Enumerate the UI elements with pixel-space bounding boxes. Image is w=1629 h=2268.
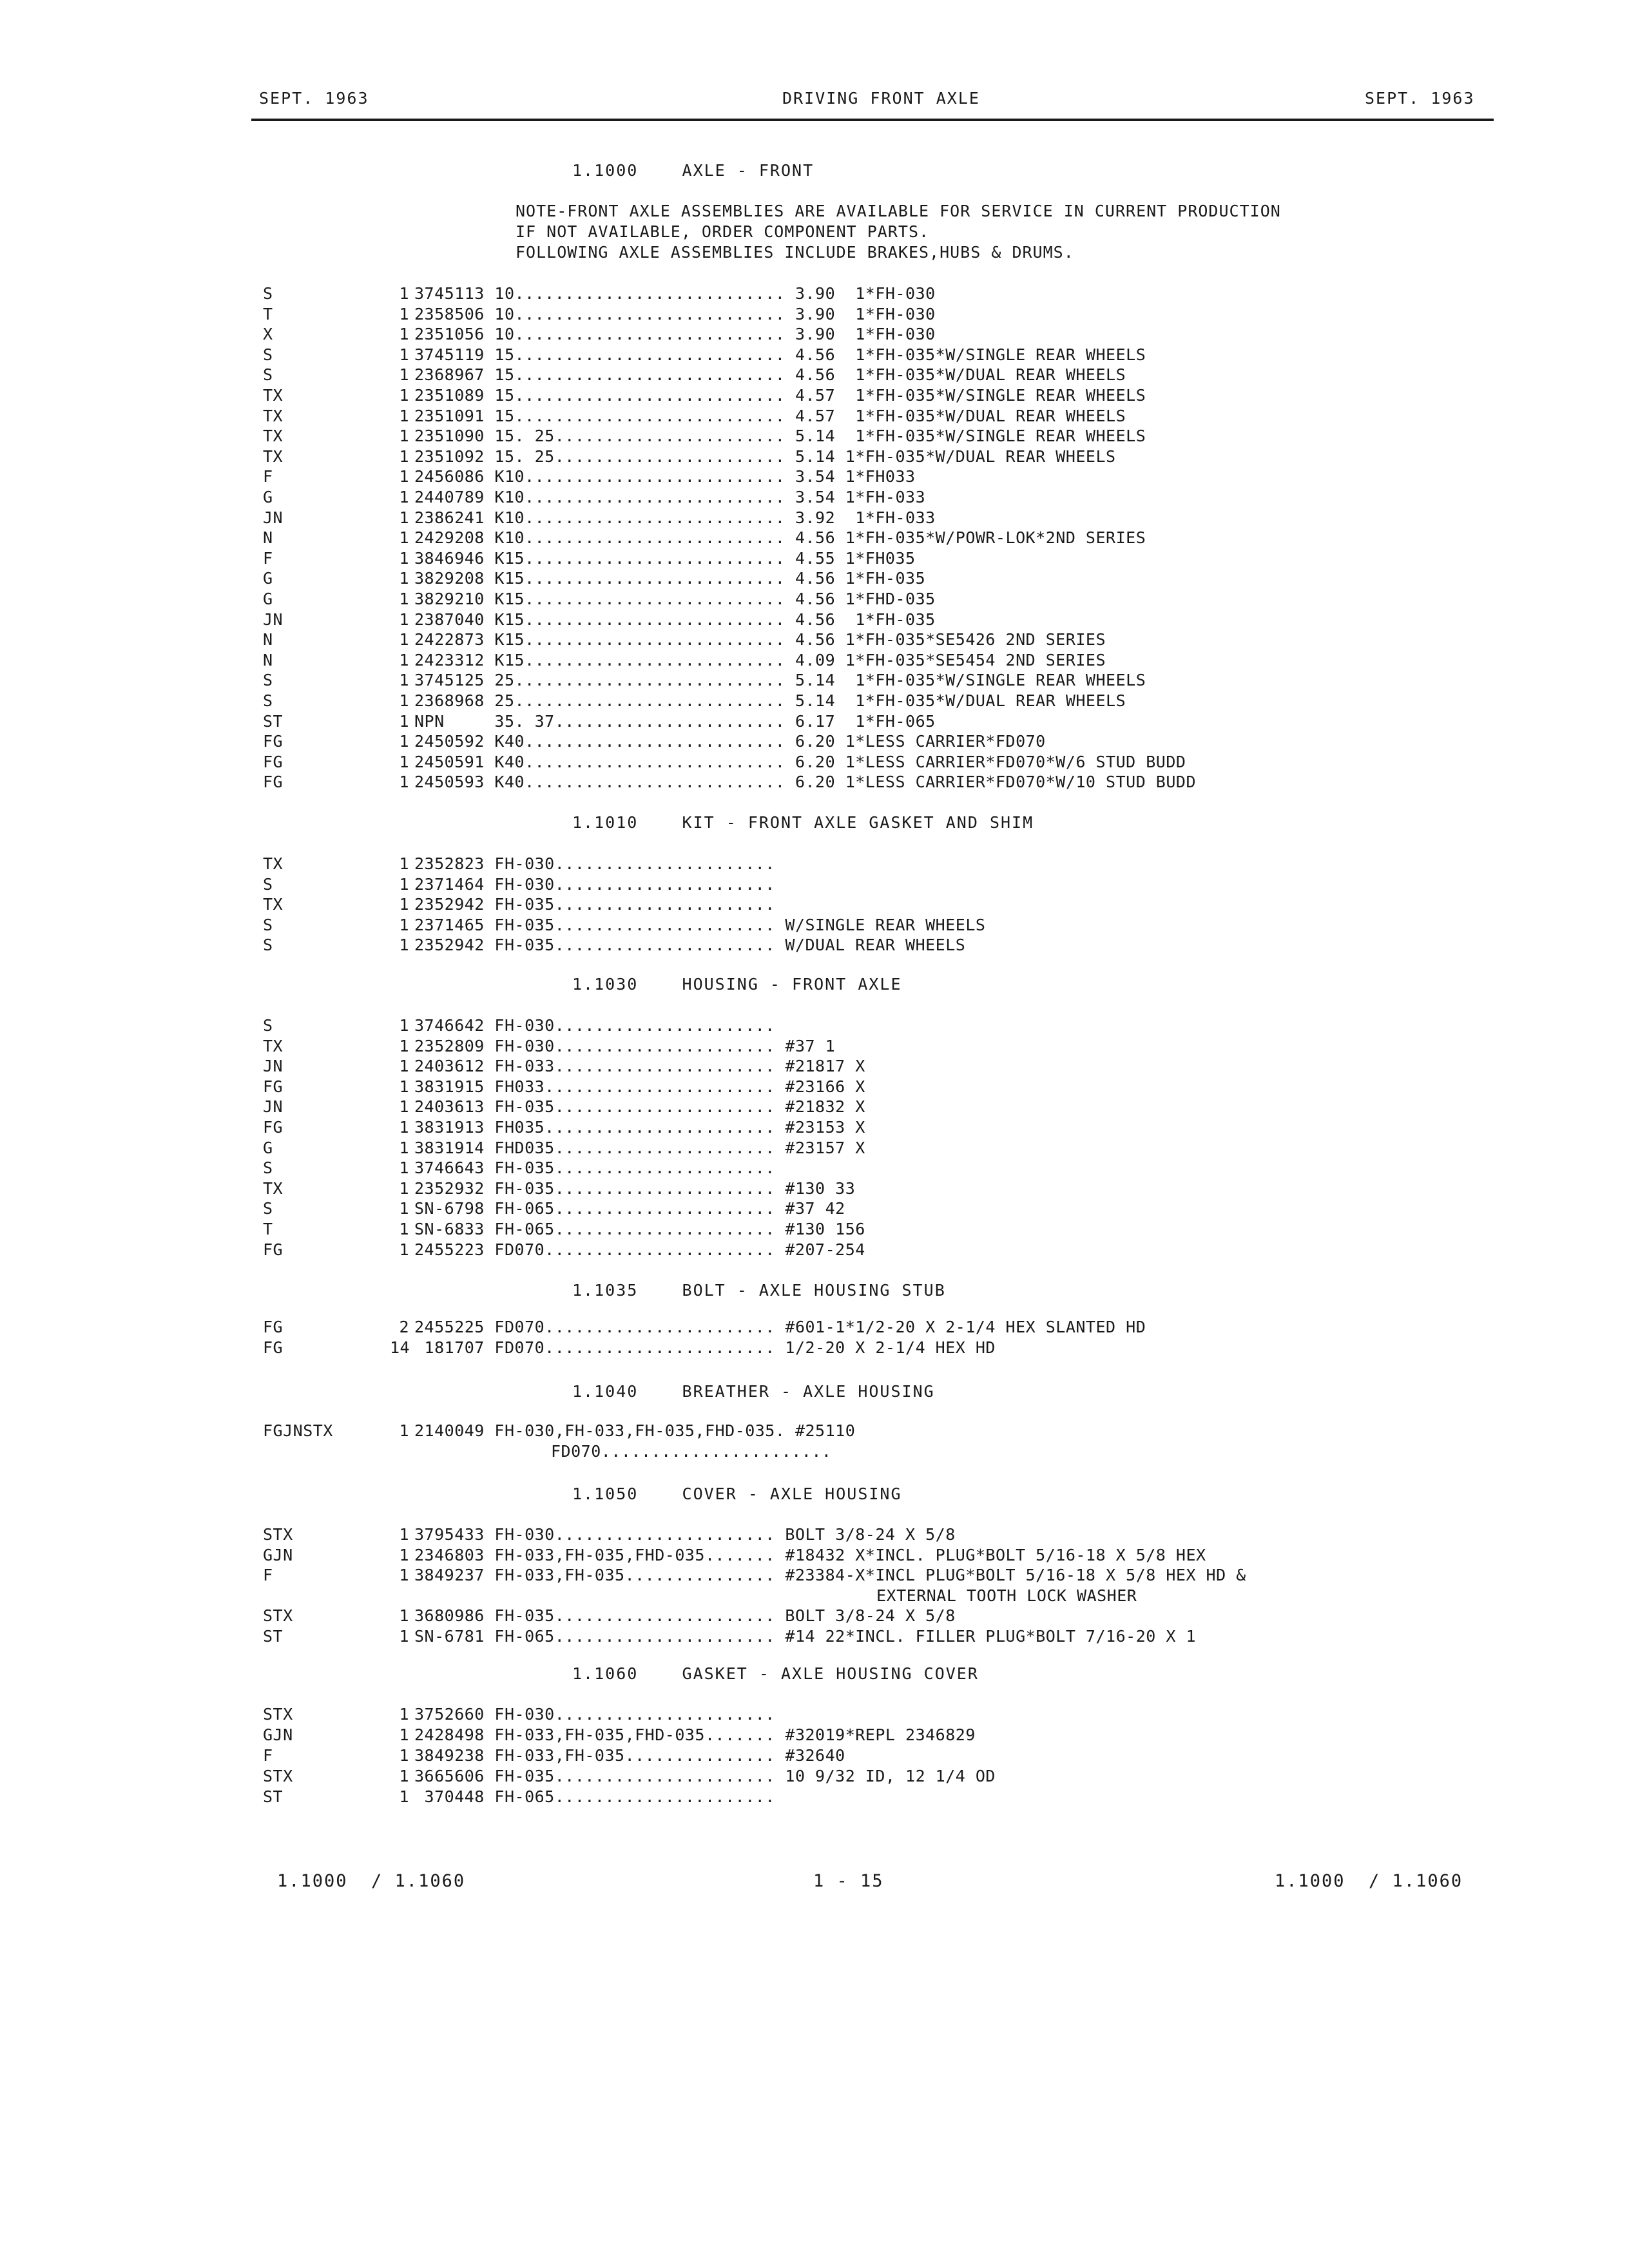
row-model-code: S (263, 915, 273, 934)
row-part-detail: 181707 FD070....................... 1/2-20 X 2-1/4 HEX HD (414, 1338, 996, 1357)
row-part-detail: 2352932 FH-035...................... #130 33 (414, 1178, 856, 1198)
row-quantity: 1 (399, 711, 409, 731)
row-part-detail: 2352942 FH-035...................... (414, 895, 775, 914)
row-part-detail: 2351056 10........................... 3.90 1*FH-030 (414, 325, 936, 344)
row-model-code: FG (263, 1318, 284, 1336)
row-model-code: FG (263, 1118, 284, 1137)
row-part-detail: 2351090 15. 25....................... 5.14 1*FH-035*W/SINGLE REAR WHEELS (414, 427, 1146, 446)
row-model-code: S (263, 671, 273, 690)
row-model-code: GJN (263, 1725, 293, 1744)
row-model-code: TX (263, 895, 284, 914)
row-part-detail: SN-6781 FH-065...................... #14 22*INCL. FILLER PLUG*BOLT 7/16-20 X 1 (414, 1627, 1196, 1646)
row-part-detail: 2371465 FH-035...................... W/SINGLE REAR WHEELS (414, 915, 986, 934)
row-model-code: JN (263, 1057, 284, 1076)
row-model-code: STX (263, 1705, 293, 1724)
row-model-code: GJN (263, 1545, 293, 1564)
row-part-detail: 2368967 15........................... 4.56 1*FH-035*W/DUAL REAR WHEELS (414, 365, 1126, 385)
footer-range-left: 1.1000 / 1.1060 (277, 1871, 466, 1891)
row-model-code: N (263, 528, 273, 548)
row-model-code: FG (263, 1077, 284, 1096)
row-model-code: S (263, 1158, 273, 1178)
row-part-detail: 2351089 15........................... 4.57 1*FH-035*W/SINGLE REAR WHEELS (414, 386, 1146, 405)
row-model-code: STX (263, 1525, 293, 1544)
row-model-code: N (263, 630, 273, 649)
row-part-detail: 3752660 FH-030...................... (414, 1705, 775, 1724)
row-quantity: 1 (399, 1725, 409, 1744)
row-model-code: S (263, 1199, 273, 1218)
section-title: 1.1030 HOUSING - FRONT AXLE (572, 975, 902, 994)
row-quantity: 1 (399, 345, 409, 364)
row-quantity: 1 (399, 427, 409, 446)
row-quantity: 1 (399, 1746, 409, 1765)
row-model-code: G (263, 1138, 273, 1157)
row-quantity: 1 (399, 732, 409, 751)
row-quantity: 1 (399, 1016, 409, 1035)
row-model-code: FG (263, 1240, 284, 1259)
row-part-detail: 2440789 K10.......................... 3.54 1*FH-033 (414, 488, 926, 506)
row-model-code: T (263, 304, 273, 323)
row-quantity: 1 (399, 325, 409, 344)
row-part-detail: 3680986 FH-035...................... BOLT 3/8-24 X 5/8 (414, 1606, 956, 1626)
row-quantity: 1 (399, 1566, 409, 1585)
row-part-detail: 2450593 K40.......................... 6.20 1*LESS CARRIER*FD070*W/10 STUD BUDD (414, 773, 1196, 792)
row-quantity: 1 (399, 304, 409, 323)
row-part-detail: 3745113 10........................... 3.90 1*FH-030 (414, 284, 936, 303)
row-quantity: 14 (390, 1338, 410, 1357)
row-part-detail: 3746642 FH-030...................... (414, 1016, 775, 1035)
row-part-detail: 3831914 FHD035...................... #23157 X (414, 1138, 865, 1157)
row-model-code: G (263, 488, 273, 506)
row-model-code: STX (263, 1606, 293, 1626)
row-quantity: 1 (399, 691, 409, 710)
row-model-code: F (263, 467, 273, 486)
row-quantity: 1 (399, 630, 409, 649)
row-model-code: G (263, 569, 273, 588)
row-quantity: 1 (399, 671, 409, 690)
row-model-code: TX (263, 386, 284, 405)
section-title: 1.1050 COVER - AXLE HOUSING (572, 1485, 902, 1503)
section-title: 1.1035 BOLT - AXLE HOUSING STUB (572, 1281, 946, 1300)
row-quantity: 1 (399, 1525, 409, 1544)
row-quantity: 1 (399, 1606, 409, 1626)
row-quantity: 1 (399, 1138, 409, 1157)
row-quantity: 1 (399, 488, 409, 506)
row-model-code: S (263, 874, 273, 894)
section-note: FOLLOWING AXLE ASSEMBLIES INCLUDE BRAKES,HUBS & DRUMS. (516, 243, 1074, 262)
row-part-detail: 2429208 K10.......................... 4.56 1*FH-035*W/POWR-LOK*2ND SERIES (414, 528, 1146, 548)
row-part-detail: 2368968 25........................... 5.14 1*FH-035*W/DUAL REAR WHEELS (414, 691, 1126, 710)
row-quantity: 1 (399, 1077, 409, 1096)
header-date-left: SEPT. 1963 (259, 89, 369, 108)
row-model-code: TX (263, 854, 284, 873)
row-model-code: T (263, 1220, 273, 1238)
row-quantity: 1 (399, 1767, 409, 1785)
row-quantity: 1 (399, 854, 409, 873)
row-continuation: FD070....................... (551, 1441, 832, 1461)
row-part-detail: 3746643 FH-035...................... (414, 1158, 775, 1178)
footer-page-number: 1 - 15 (813, 1871, 884, 1891)
row-quantity: 1 (399, 1220, 409, 1238)
row-model-code: TX (263, 447, 284, 466)
row-part-detail: 2403612 FH-033...................... #21817 X (414, 1057, 865, 1076)
row-part-detail: 3829210 K15.......................... 4.56 1*FHD-035 (414, 590, 936, 608)
row-quantity: 1 (399, 1627, 409, 1646)
row-quantity: 1 (399, 936, 409, 955)
row-part-detail: 2428498 FH-033,FH-035,FHD-035....... #32019*REPL 2346829 (414, 1725, 976, 1744)
row-continuation: EXTERNAL TOOTH LOCK WASHER (876, 1586, 1137, 1605)
row-quantity: 1 (399, 874, 409, 894)
row-model-code: JN (263, 508, 284, 527)
row-part-detail: 2423312 K15.......................... 4.09 1*FH-035*SE5454 2ND SERIES (414, 650, 1106, 669)
section-title: 1.1000 AXLE - FRONT (572, 161, 815, 180)
row-part-detail: 3846946 K15.......................... 4.55 1*FH035 (414, 548, 916, 568)
row-part-detail: 3831913 FH035....................... #23153 X (414, 1118, 865, 1137)
row-model-code: G (263, 590, 273, 608)
row-part-detail: 3665606 FH-035...................... 10 9/32 ID, 12 1/4 OD (414, 1767, 996, 1785)
row-model-code: TX (263, 406, 284, 425)
row-quantity: 1 (399, 528, 409, 548)
row-part-detail: 3831915 FH033....................... #23166 X (414, 1077, 865, 1096)
row-model-code: S (263, 691, 273, 710)
row-quantity: 1 (399, 1199, 409, 1218)
row-part-detail: 3849238 FH-033,FH-035............... #32640 (414, 1746, 845, 1765)
row-quantity: 1 (399, 365, 409, 385)
row-part-detail: 2358506 10........................... 3.90 1*FH-030 (414, 304, 936, 323)
row-quantity: 1 (399, 1705, 409, 1724)
row-part-detail: 2387040 K15.......................... 4.56 1*FH-035 (414, 610, 936, 629)
row-model-code: F (263, 548, 273, 568)
row-part-detail: SN-6833 FH-065...................... #130 156 (414, 1220, 865, 1238)
row-quantity: 1 (399, 386, 409, 405)
section-note: NOTE-FRONT AXLE ASSEMBLIES ARE AVAILABLE FOR SERVICE IN CURRENT PRODUCTION (516, 202, 1281, 220)
row-quantity: 1 (399, 467, 409, 486)
row-part-detail: 2352942 FH-035...................... W/DUAL REAR WHEELS (414, 936, 966, 955)
row-part-detail: NPN 35. 37....................... 6.17 1*FH-065 (414, 711, 936, 731)
row-quantity: 1 (399, 1421, 409, 1440)
row-model-code: S (263, 284, 273, 303)
row-quantity: 1 (399, 1097, 409, 1117)
row-part-detail: 2140049 FH-030,FH-033,FH-035,FHD-035. #25110 (414, 1421, 856, 1440)
row-model-code: FGJNSTX (263, 1421, 333, 1440)
row-part-detail: 2456086 K10.......................... 3.54 1*FH033 (414, 467, 916, 486)
row-model-code: TX (263, 1178, 284, 1198)
row-quantity: 1 (399, 1158, 409, 1178)
row-part-detail: 2450592 K40.......................... 6.20 1*LESS CARRIER*FD070 (414, 732, 1046, 751)
row-model-code: ST (263, 1627, 284, 1646)
row-model-code: F (263, 1566, 273, 1585)
row-part-detail: 3745125 25........................... 5.14 1*FH-035*W/SINGLE REAR WHEELS (414, 671, 1146, 690)
row-quantity: 1 (399, 508, 409, 527)
row-model-code: FG (263, 752, 284, 771)
row-quantity: 2 (399, 1318, 409, 1336)
row-part-detail: 2403613 FH-035...................... #21832 X (414, 1097, 865, 1117)
row-quantity: 1 (399, 1057, 409, 1076)
row-model-code: JN (263, 610, 284, 629)
row-part-detail: 2351092 15. 25....................... 5.14 1*FH-035*W/DUAL REAR WHEELS (414, 447, 1116, 466)
header-date-right: SEPT. 1963 (1365, 89, 1475, 108)
row-model-code: X (263, 325, 273, 344)
row-part-detail: 2422873 K15.......................... 4.56 1*FH-035*SE5426 2ND SERIES (414, 630, 1106, 649)
header-rule (251, 119, 1494, 121)
row-model-code: S (263, 365, 273, 385)
section-title: 1.1060 GASKET - AXLE HOUSING COVER (572, 1664, 979, 1683)
row-quantity: 1 (399, 284, 409, 303)
row-part-detail: 3745119 15........................... 4.56 1*FH-035*W/SINGLE REAR WHEELS (414, 345, 1146, 364)
header-title: DRIVING FRONT AXLE (782, 89, 980, 108)
footer-range-right: 1.1000 / 1.1060 (1275, 1871, 1463, 1891)
row-part-detail: 2346803 FH-033,FH-035,FHD-035....... #18432 X*INCL. PLUG*BOLT 5/16-18 X 5/8 HEX (414, 1545, 1206, 1564)
row-part-detail: 3829208 K15.......................... 4.56 1*FH-035 (414, 569, 926, 588)
row-part-detail: 370448 FH-065...................... (414, 1787, 775, 1806)
row-model-code: FG (263, 773, 284, 792)
row-model-code: S (263, 936, 273, 955)
row-quantity: 1 (399, 1118, 409, 1137)
row-quantity: 1 (399, 773, 409, 792)
row-model-code: S (263, 345, 273, 364)
row-part-detail: SN-6798 FH-065...................... #37 42 (414, 1199, 845, 1218)
row-model-code: N (263, 650, 273, 669)
row-quantity: 1 (399, 610, 409, 629)
section-title: 1.1010 KIT - FRONT AXLE GASKET AND SHIM (572, 813, 1034, 832)
row-part-detail: 2351091 15........................... 4.57 1*FH-035*W/DUAL REAR WHEELS (414, 406, 1126, 425)
row-model-code: S (263, 1016, 273, 1035)
row-part-detail: 2352809 FH-030...................... #37 1 (414, 1036, 836, 1055)
row-quantity: 1 (399, 406, 409, 425)
row-quantity: 1 (399, 1787, 409, 1806)
section-title: 1.1040 BREATHER - AXLE HOUSING (572, 1382, 935, 1401)
row-model-code: ST (263, 711, 284, 731)
row-quantity: 1 (399, 752, 409, 771)
row-part-detail: 3795433 FH-030...................... BOLT 3/8-24 X 5/8 (414, 1525, 956, 1544)
row-part-detail: 3849237 FH-033,FH-035............... #23384-X*INCL PLUG*BOLT 5/16-18 X 5/8 HEX HD & (414, 1566, 1246, 1585)
row-model-code: TX (263, 1036, 284, 1055)
section-note: IF NOT AVAILABLE, ORDER COMPONENT PARTS. (516, 222, 930, 241)
row-part-detail: 2450591 K40.......................... 6.20 1*LESS CARRIER*FD070*W/6 STUD BUDD (414, 752, 1186, 771)
row-model-code: F (263, 1746, 273, 1765)
row-model-code: JN (263, 1097, 284, 1117)
row-quantity: 1 (399, 569, 409, 588)
row-quantity: 1 (399, 1178, 409, 1198)
row-part-detail: 2455225 FD070....................... #601-1*1/2-20 X 2-1/4 HEX SLANTED HD (414, 1318, 1146, 1336)
row-model-code: FG (263, 732, 284, 751)
row-part-detail: 2455223 FD070....................... #207-254 (414, 1240, 865, 1259)
row-quantity: 1 (399, 447, 409, 466)
row-quantity: 1 (399, 650, 409, 669)
row-model-code: ST (263, 1787, 284, 1806)
row-quantity: 1 (399, 915, 409, 934)
row-quantity: 1 (399, 1545, 409, 1564)
row-quantity: 1 (399, 548, 409, 568)
row-part-detail: 2371464 FH-030...................... (414, 874, 775, 894)
row-model-code: TX (263, 427, 284, 446)
row-part-detail: 2352823 FH-030...................... (414, 854, 775, 873)
row-model-code: STX (263, 1767, 293, 1785)
row-quantity: 1 (399, 590, 409, 608)
row-quantity: 1 (399, 1240, 409, 1259)
row-model-code: FG (263, 1338, 284, 1357)
row-quantity: 1 (399, 1036, 409, 1055)
row-quantity: 1 (399, 895, 409, 914)
row-part-detail: 2386241 K10.......................... 3.92 1*FH-033 (414, 508, 936, 527)
